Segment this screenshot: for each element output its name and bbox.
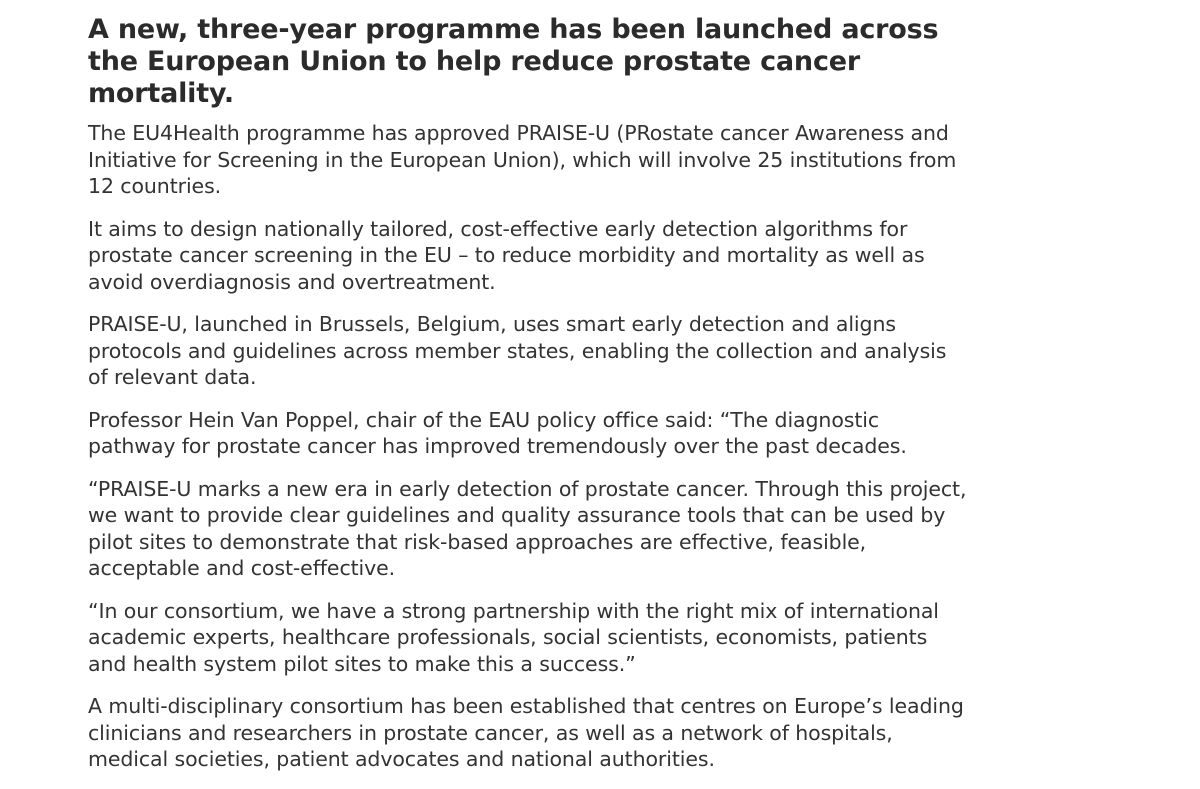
article-headline: A new, three-year programme has been launched across the European Union to help reduce prostate cancer mortality.: [88, 14, 939, 109]
article-paragraph-7: A multi-disciplinary consortium has been established that centres on Europe’s leading clinicians and researchers in prostate cancer, as well as a network of hospitals, medical societies, patient advocates and national authorities.: [88, 694, 964, 771]
article-paragraph-6: “In our consortium, we have a strong partnership with the right mix of international academic experts, healthcare professionals, social scientists, economists, patients and health system pilot sites to make this a success.”: [88, 598, 939, 676]
news-article: [88, 14, 968, 789]
article-paragraph-1: The EU4Health programme has approved PRAISE-U (PRostate cancer Awareness and Initiative for Screening in the European Union), which will involve 25 institutions from 12 countries.: [88, 121, 957, 198]
article-paragraph-4: Professor Hein Van Poppel, chair of the EAU policy office said: “The diagnostic pathway for prostate cancer has improved tremendously over the past decades.: [88, 407, 907, 458]
article-paragraph-5: “PRAISE-U marks a new era in early detection of prostate cancer. Through this project, we want to provide clear guidelines and quality assurance tools that can be used by pilot sites to demonstrate that risk-based approaches are effective, feasible, acceptable and cost-effective.: [88, 476, 967, 580]
article-paragraph-2: It aims to design nationally tailored, cost-effective early detection algorithms for prostate cancer screening in the EU – to reduce morbidity and mortality as well as avoid overdiagnosis and overtreatment.: [88, 216, 925, 294]
article-paragraph-3: PRAISE-U, launched in Brussels, Belgium, uses smart early detection and aligns protocols and guidelines across member states, enabling the collection and analysis of relevant data.: [88, 312, 947, 389]
